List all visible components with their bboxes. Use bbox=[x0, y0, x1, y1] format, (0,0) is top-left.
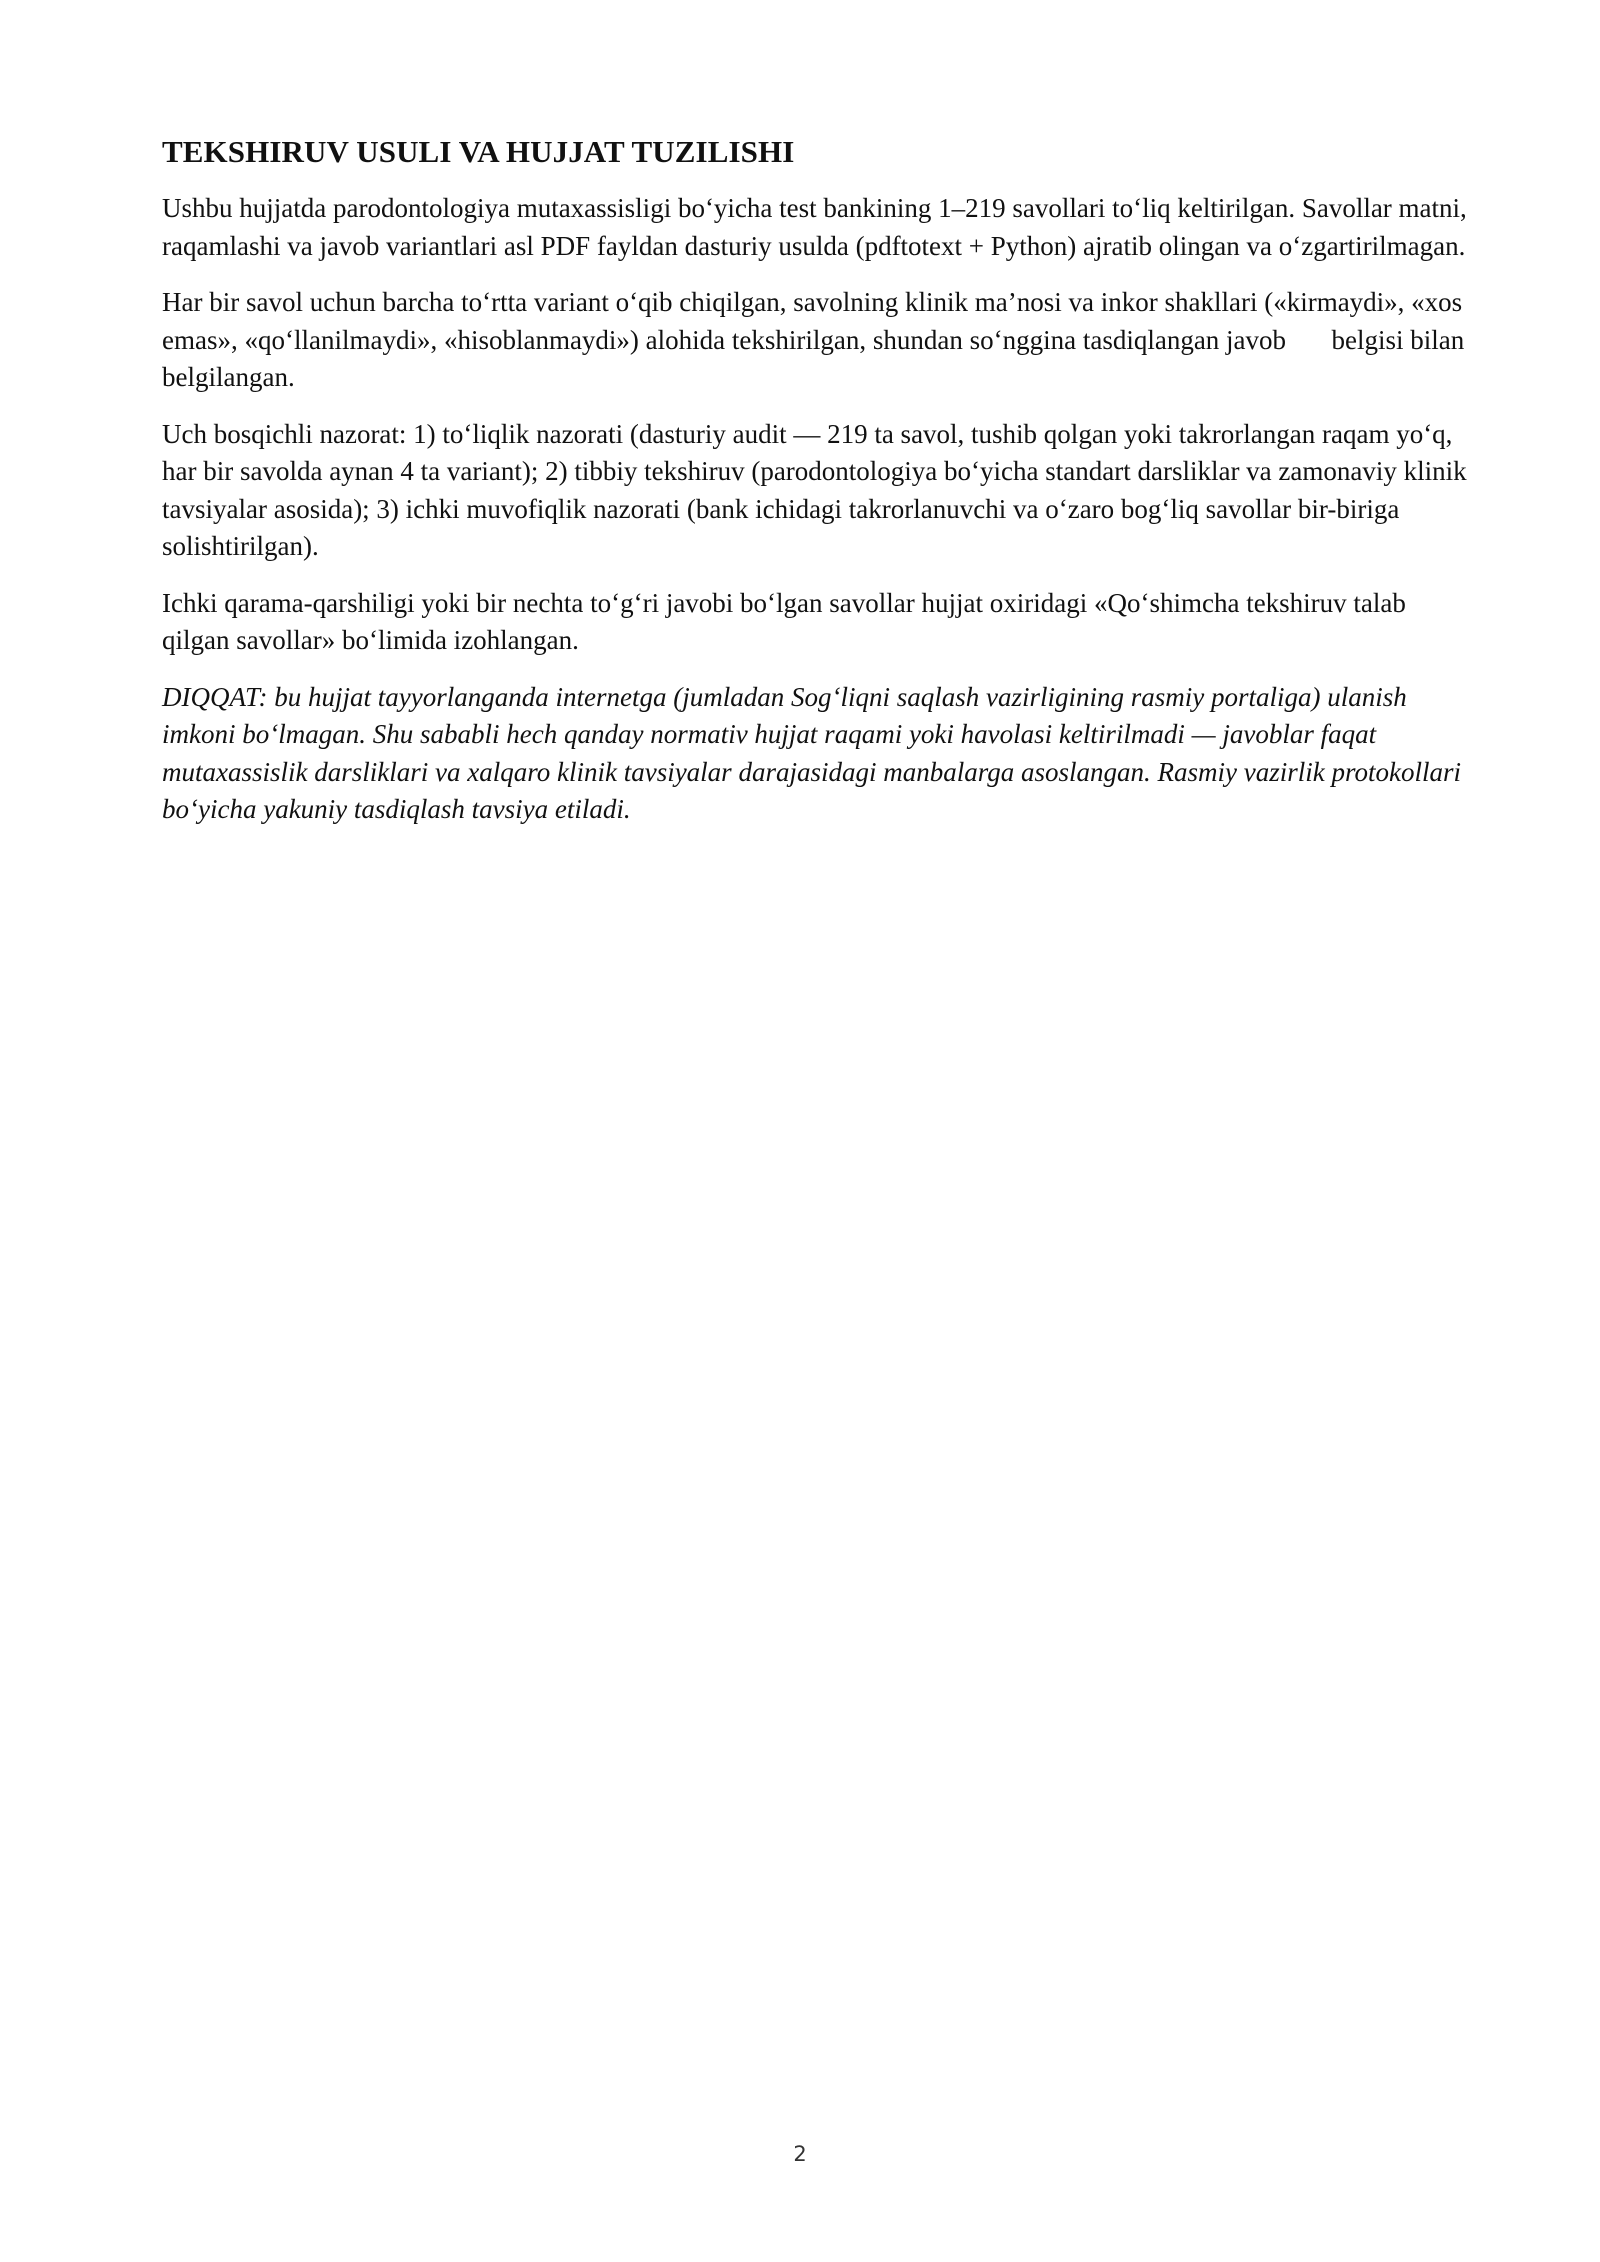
paragraph-method-text-start: Har bir savol uchun barcha to‘rtta variant o‘qib chiqilgan, savolning klinik ma’nosi va inkor shakllari («kirmaydi», «xos emas», «qo‘llanilmaydi», «hisoblanmaydi») alohida tekshirilgan, shundan so‘nggina tasdiqlangan javob bbox=[162, 287, 1463, 355]
paragraph-intro: Ushbu hujjatda parodontologiya mutaxassisligi bo‘yicha test bankining 1–219 savollari to‘liq keltirilgan. Savollar matni, raqamlashi va javob variantlari asl PDF fayldan dasturiy usulda (pdftotext + Python) ajratib olingan va o‘zgartirilmagan. bbox=[162, 193, 1467, 261]
page-number: 2 bbox=[793, 2142, 807, 2166]
page-content bbox=[162, 134, 1467, 848]
section-heading: TEKSHIRUV USULI VA HUJJAT TUZILISHI bbox=[162, 134, 795, 169]
paragraph-contradictions: Ichki qarama-qarshiligi yoki bir nechta to‘g‘ri javobi bo‘lgan savollar hujjat oxiridagi «Qo‘shimcha tekshiruv talab qilgan savollar» bo‘limida izohlangan. bbox=[162, 587, 1406, 655]
paragraph-method-text-end: belgisi bilan belgilangan. bbox=[162, 324, 1465, 392]
paragraph-control: Uch bosqichli nazorat: 1) to‘liqlik nazorati (dasturiy audit — 219 ta savol, tushib qolgan yoki takrorlangan raqam yo‘q, har bir savolda aynan 4 ta variant); 2) tibbiy tekshiruv (parodontologiya bo‘yicha standart darsliklar va zamonaviy klinik tavsiyalar asosida); 3) ichki muvofiqlik nazorati (bank ichidagi takrorlanuvchi va o‘zaro bog‘liq savollar bir-biriga solishtirilgan). bbox=[162, 418, 1467, 561]
paragraph-method bbox=[162, 284, 1467, 397]
attention-note: DIQQAT: bu hujjat tayyorlanganda internetga (jumladan Sog‘liqni saqlash vazirligining rasmiy portaliga) ulanish imkoni bo‘lmagan. Shu sababli hech qanday normativ hujjat raqami yoki havolasi keltirilmadi — javoblar faqat mutaxassislik darsliklari va xalqaro klinik tavsiyalar darajasidagi manbalarga asoslangan. Rasmiy vazirlik protokollari bo‘yicha yakuniy tasdiqlash tavsiya etiladi. bbox=[162, 681, 1461, 824]
